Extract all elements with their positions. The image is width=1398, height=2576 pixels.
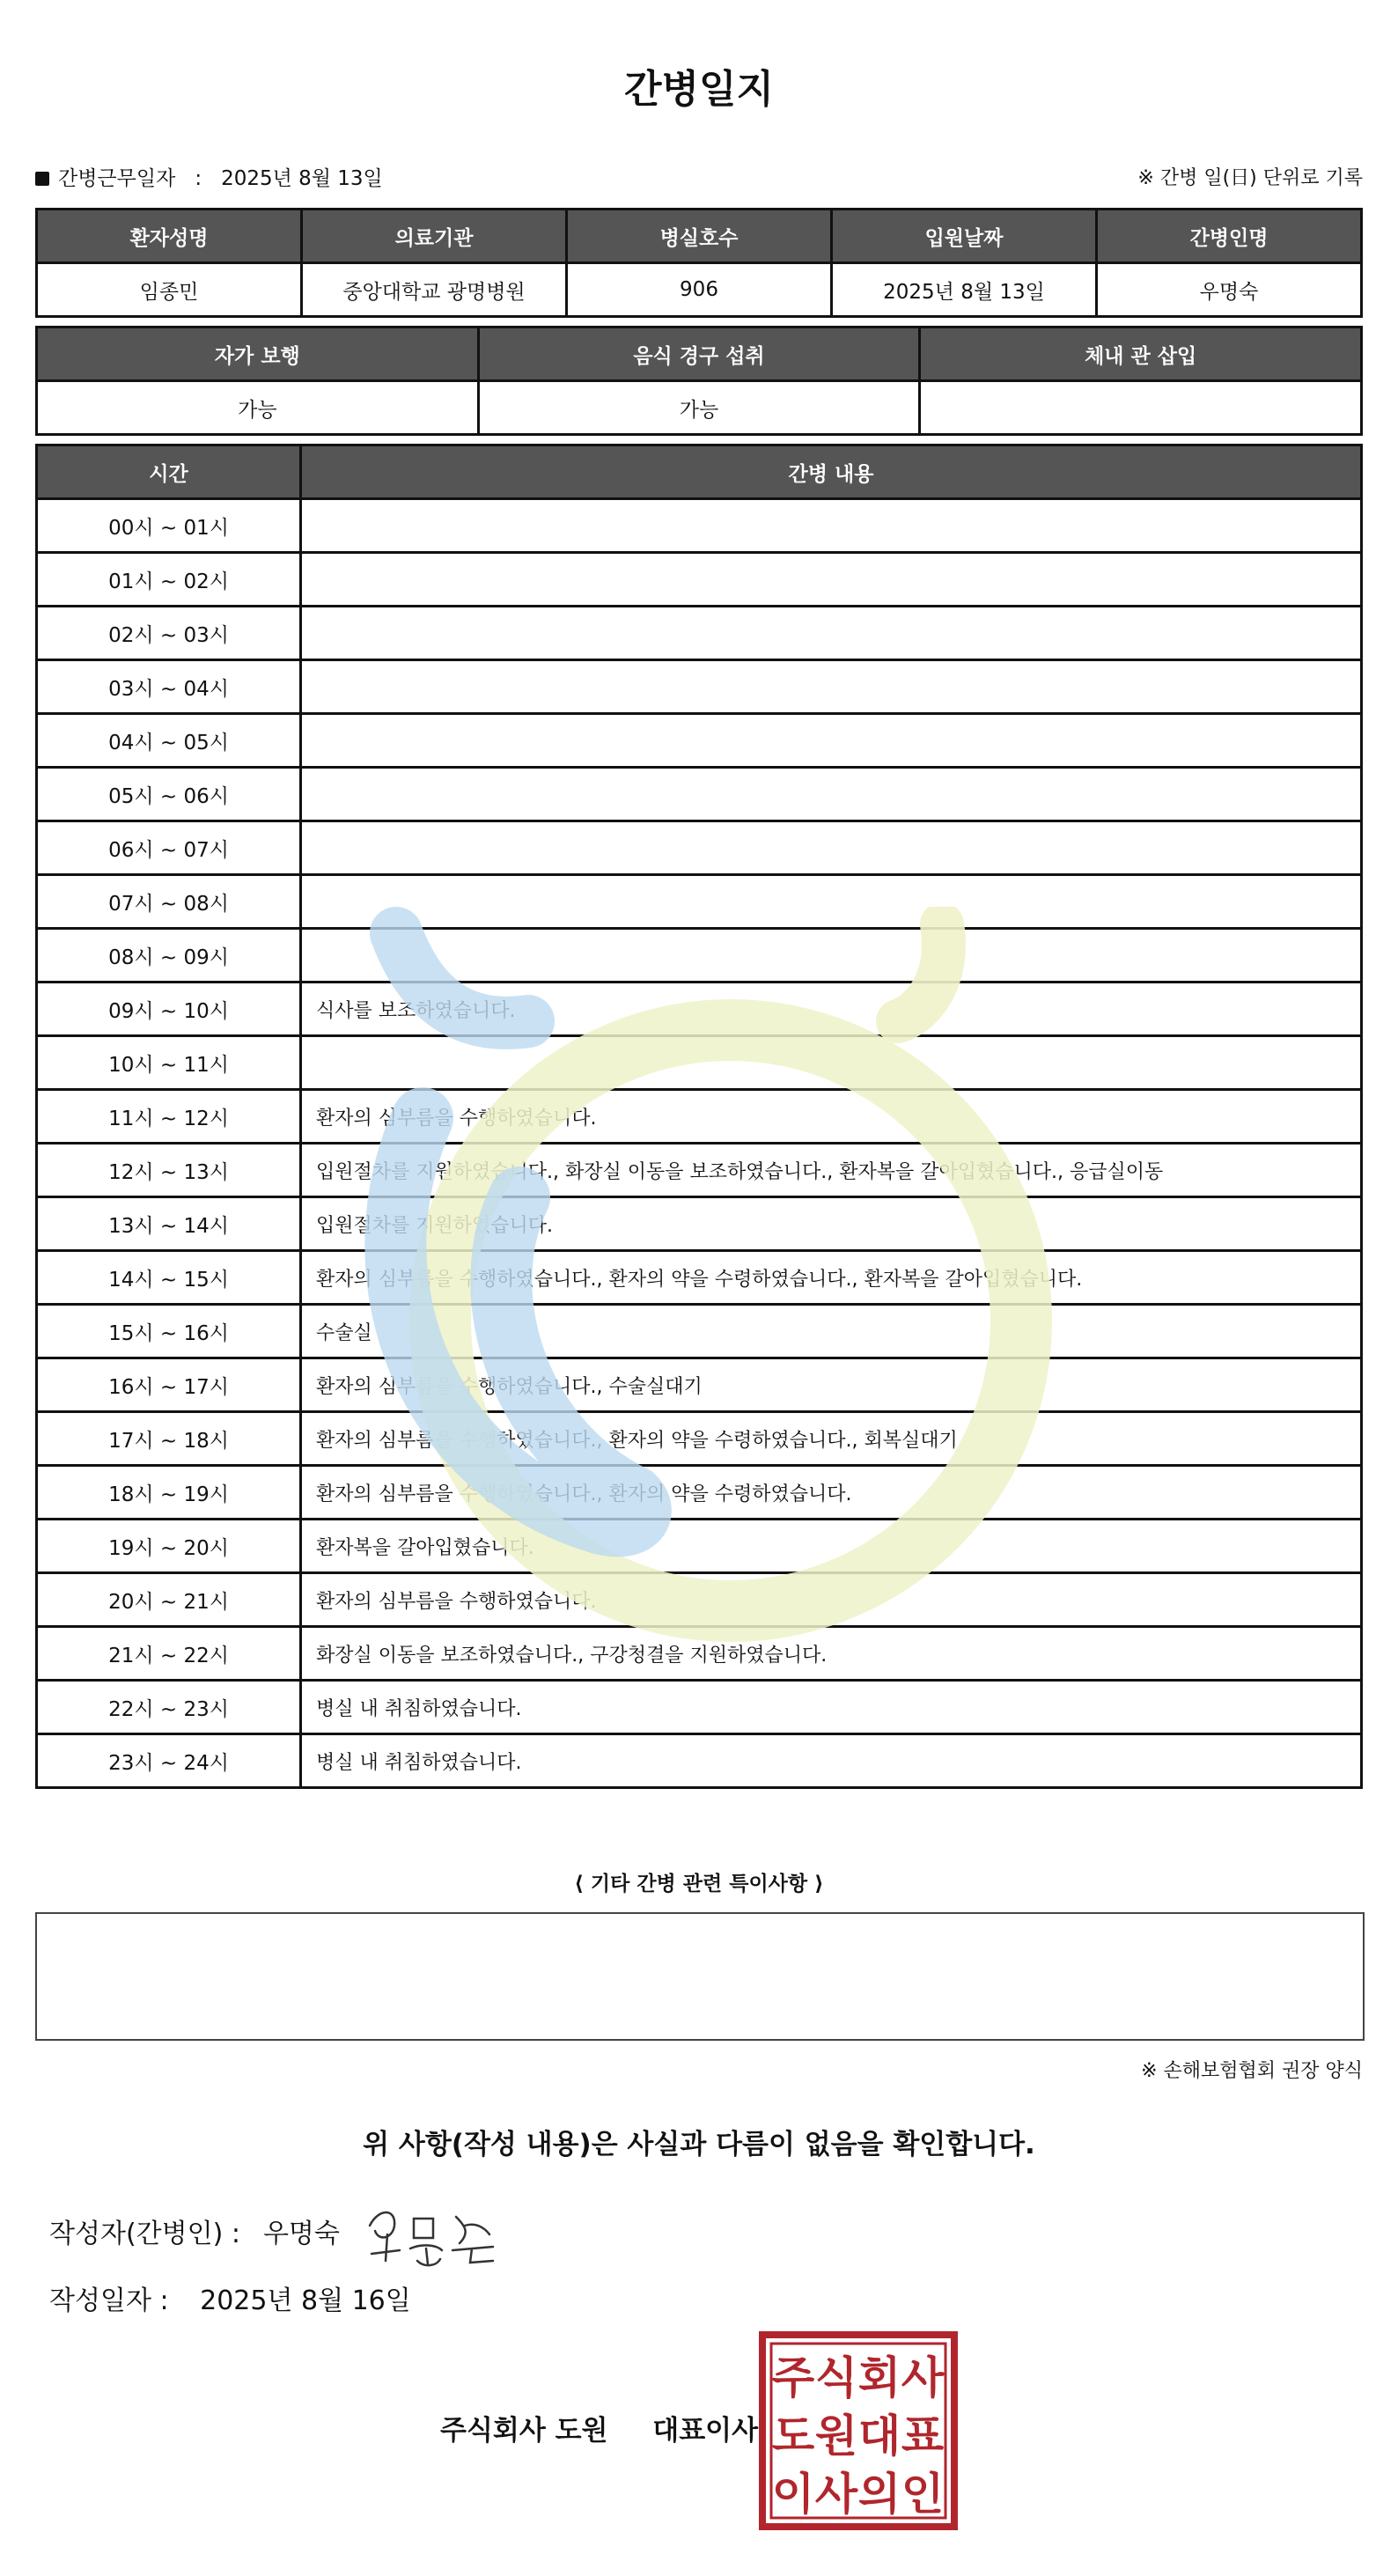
header-time: 시간 xyxy=(37,445,301,499)
care-log-content: 환자의 심부름을 수행하였습니다., 환자의 약을 수령하였습니다. xyxy=(301,1466,1362,1520)
care-log-content xyxy=(301,1036,1362,1090)
write-date-line xyxy=(49,2280,411,2322)
write-date-label: 작성일자 : xyxy=(49,2285,169,2316)
care-log-time: 14시 ~ 15시 xyxy=(37,1251,301,1305)
care-log-row xyxy=(37,1573,1362,1627)
care-log-content xyxy=(301,553,1362,607)
care-log-content: 수술실 xyxy=(301,1305,1362,1358)
record-note: ※ 간병 일(日) 단위로 기록 xyxy=(1137,167,1363,189)
care-log-content xyxy=(301,714,1362,768)
care-log-row xyxy=(37,553,1362,607)
write-date-value: 2025년 8월 16일 xyxy=(200,2285,411,2316)
care-log-time: 20시 ~ 21시 xyxy=(37,1573,301,1627)
special-notes-box xyxy=(35,1912,1365,2041)
care-log-time: 06시 ~ 07시 xyxy=(37,821,301,875)
svg-text:사: 사 xyxy=(901,2352,945,2403)
care-log-content: 환자의 심부름을 수행하였습니다. xyxy=(301,1573,1362,1627)
patient-status-table xyxy=(35,326,1363,436)
care-log-row xyxy=(37,499,1362,553)
work-date-value: 2025년 8월 13일 xyxy=(221,167,383,190)
oral-intake-value: 가능 xyxy=(478,381,920,435)
care-log-row xyxy=(37,1144,1362,1197)
svg-text:의: 의 xyxy=(857,2469,901,2520)
work-date-label: 간병근무일자 xyxy=(58,167,176,190)
care-log-content: 입원절차를 지원하였습니다. xyxy=(301,1197,1362,1251)
care-log-time: 13시 ~ 14시 xyxy=(37,1197,301,1251)
svg-text:주: 주 xyxy=(771,2352,815,2403)
work-date-line xyxy=(35,164,383,194)
care-log-content: 입원절차를 지원하였습니다., 화장실 이동을 보조하였습니다., 환자복을 갈아입혔습니다., 응급실이동 xyxy=(301,1144,1362,1197)
care-log-time: 23시 ~ 24시 xyxy=(37,1734,301,1788)
care-log-row xyxy=(37,1627,1362,1681)
patient-info-header-row xyxy=(37,210,1362,263)
care-log-row xyxy=(37,821,1362,875)
care-log-time: 10시 ~ 11시 xyxy=(37,1036,301,1090)
company-name: 주식회사 도원 xyxy=(440,2415,608,2447)
care-log-time: 22시 ~ 23시 xyxy=(37,1681,301,1734)
care-log-time: 15시 ~ 16시 xyxy=(37,1305,301,1358)
care-log-row xyxy=(37,983,1362,1036)
care-log-table xyxy=(35,444,1363,1789)
care-log-time: 17시 ~ 18시 xyxy=(37,1412,301,1466)
care-log-row xyxy=(37,1197,1362,1251)
header-care-content: 간병 내용 xyxy=(301,445,1362,499)
care-log-row xyxy=(37,660,1362,714)
care-log-row xyxy=(37,768,1362,821)
care-log-time: 18시 ~ 19시 xyxy=(37,1466,301,1520)
square-bullet-icon xyxy=(35,172,49,186)
care-log-row xyxy=(37,1251,1362,1305)
writer-line xyxy=(49,2213,502,2256)
care-log-row xyxy=(37,1412,1362,1466)
care-log-row xyxy=(37,1466,1362,1520)
caregiver-name: 우명숙 xyxy=(1097,263,1362,317)
care-log-content xyxy=(301,875,1362,929)
care-log-row xyxy=(37,1090,1362,1144)
care-log-content: 병실 내 취침하였습니다. xyxy=(301,1681,1362,1734)
svg-text:도: 도 xyxy=(771,2410,815,2462)
care-log-body xyxy=(37,499,1362,1788)
care-log-time: 02시 ~ 03시 xyxy=(37,607,301,660)
care-log-time: 00시 ~ 01시 xyxy=(37,499,301,553)
care-log-content: 환자복을 갈아입혔습니다. xyxy=(301,1520,1362,1573)
care-log-row xyxy=(37,1305,1362,1358)
room-number: 906 xyxy=(567,263,832,317)
header-oral-intake: 음식 경구 섭취 xyxy=(478,328,920,381)
care-log-row xyxy=(37,607,1362,660)
care-log-time: 07시 ~ 08시 xyxy=(37,875,301,929)
form-source-note: ※ 손해보험협회 권장 양식 xyxy=(1141,2060,1363,2082)
care-log-content: 식사를 보조하였습니다. xyxy=(301,983,1362,1036)
writer-label: 작성자(간병인) : xyxy=(49,2219,240,2249)
care-log-row xyxy=(37,714,1362,768)
header-self-walking: 자가 보행 xyxy=(37,328,479,381)
header-room-number: 병실호수 xyxy=(567,210,832,263)
care-log-row xyxy=(37,875,1362,929)
care-log-content xyxy=(301,499,1362,553)
care-log-time: 12시 ~ 13시 xyxy=(37,1144,301,1197)
company-seal-icon xyxy=(759,2331,958,2530)
care-log-time: 04시 ~ 05시 xyxy=(37,714,301,768)
document-title: 간병일지 xyxy=(623,67,774,112)
handwritten-signature xyxy=(361,2199,502,2270)
svg-text:원: 원 xyxy=(814,2410,858,2462)
special-notes-label: ⟨ 기타 간병 관련 특이사항 ⟩ xyxy=(574,1873,824,1895)
status-value-row xyxy=(37,381,1362,435)
svg-text:회: 회 xyxy=(857,2352,901,2403)
care-log-row xyxy=(37,1734,1362,1788)
care-log-content: 환자의 심부름을 수행하였습니다. xyxy=(301,1090,1362,1144)
self-walking-value: 가능 xyxy=(37,381,479,435)
care-log-time: 19시 ~ 20시 xyxy=(37,1520,301,1573)
care-log-row xyxy=(37,1358,1362,1412)
care-log-time: 05시 ~ 06시 xyxy=(37,768,301,821)
care-log-time: 08시 ~ 09시 xyxy=(37,929,301,983)
tube-insertion-value xyxy=(920,381,1362,435)
care-log-content: 병실 내 취침하였습니다. xyxy=(301,1734,1362,1788)
svg-text:대: 대 xyxy=(857,2410,901,2462)
patient-name: 임종민 xyxy=(37,263,302,317)
care-log-time: 21시 ~ 22시 xyxy=(37,1627,301,1681)
status-header-row xyxy=(37,328,1362,381)
header-hospital: 의료기관 xyxy=(302,210,567,263)
header-caregiver-name: 간병인명 xyxy=(1097,210,1362,263)
care-log-header-row xyxy=(37,445,1362,499)
care-log-row xyxy=(37,929,1362,983)
company-signature-line xyxy=(440,2409,758,2453)
care-log-content: 환자의 심부름을 수행하였습니다., 수술실대기 xyxy=(301,1358,1362,1412)
svg-text:인: 인 xyxy=(901,2469,945,2520)
header-patient-name: 환자성명 xyxy=(37,210,302,263)
admission-date: 2025년 8월 13일 xyxy=(832,263,1097,317)
svg-text:사: 사 xyxy=(814,2469,858,2520)
care-log-time: 11시 ~ 12시 xyxy=(37,1090,301,1144)
confirmation-statement: 위 사항(작성 내용)은 사실과 다름이 없음을 확인합니다. xyxy=(363,2129,1035,2160)
svg-text:표: 표 xyxy=(901,2410,945,2462)
care-log-row xyxy=(37,1520,1362,1573)
patient-info-table xyxy=(35,208,1363,318)
care-log-content xyxy=(301,607,1362,660)
care-log-time: 16시 ~ 17시 xyxy=(37,1358,301,1412)
representative-title: 대표이사 xyxy=(652,2415,759,2447)
patient-info-value-row xyxy=(37,263,1362,317)
care-log-content xyxy=(301,768,1362,821)
svg-text:이: 이 xyxy=(771,2469,815,2520)
care-log-content xyxy=(301,821,1362,875)
header-tube-insertion: 체내 관 삽입 xyxy=(920,328,1362,381)
care-log-content: 환자의 심부름을 수행하였습니다., 환자의 약을 수령하였습니다., 회복실대기 xyxy=(301,1412,1362,1466)
care-log-row xyxy=(37,1681,1362,1734)
hospital-name: 중앙대학교 광명병원 xyxy=(302,263,567,317)
svg-text:식: 식 xyxy=(814,2352,858,2403)
care-log-time: 03시 ~ 04시 xyxy=(37,660,301,714)
care-log-time: 09시 ~ 10시 xyxy=(37,983,301,1036)
writer-name: 우명숙 xyxy=(262,2219,340,2249)
header-admission-date: 입원날짜 xyxy=(832,210,1097,263)
care-log-time: 01시 ~ 02시 xyxy=(37,553,301,607)
care-log-content xyxy=(301,929,1362,983)
care-log-content: 환자의 심부름을 수행하였습니다., 환자의 약을 수령하였습니다., 환자복을 갈아입혔습니다. xyxy=(301,1251,1362,1305)
care-log-row xyxy=(37,1036,1362,1090)
care-log-content: 화장실 이동을 보조하였습니다., 구강청결을 지원하였습니다. xyxy=(301,1627,1362,1681)
care-log-content xyxy=(301,660,1362,714)
work-date-separator: : xyxy=(195,167,202,190)
